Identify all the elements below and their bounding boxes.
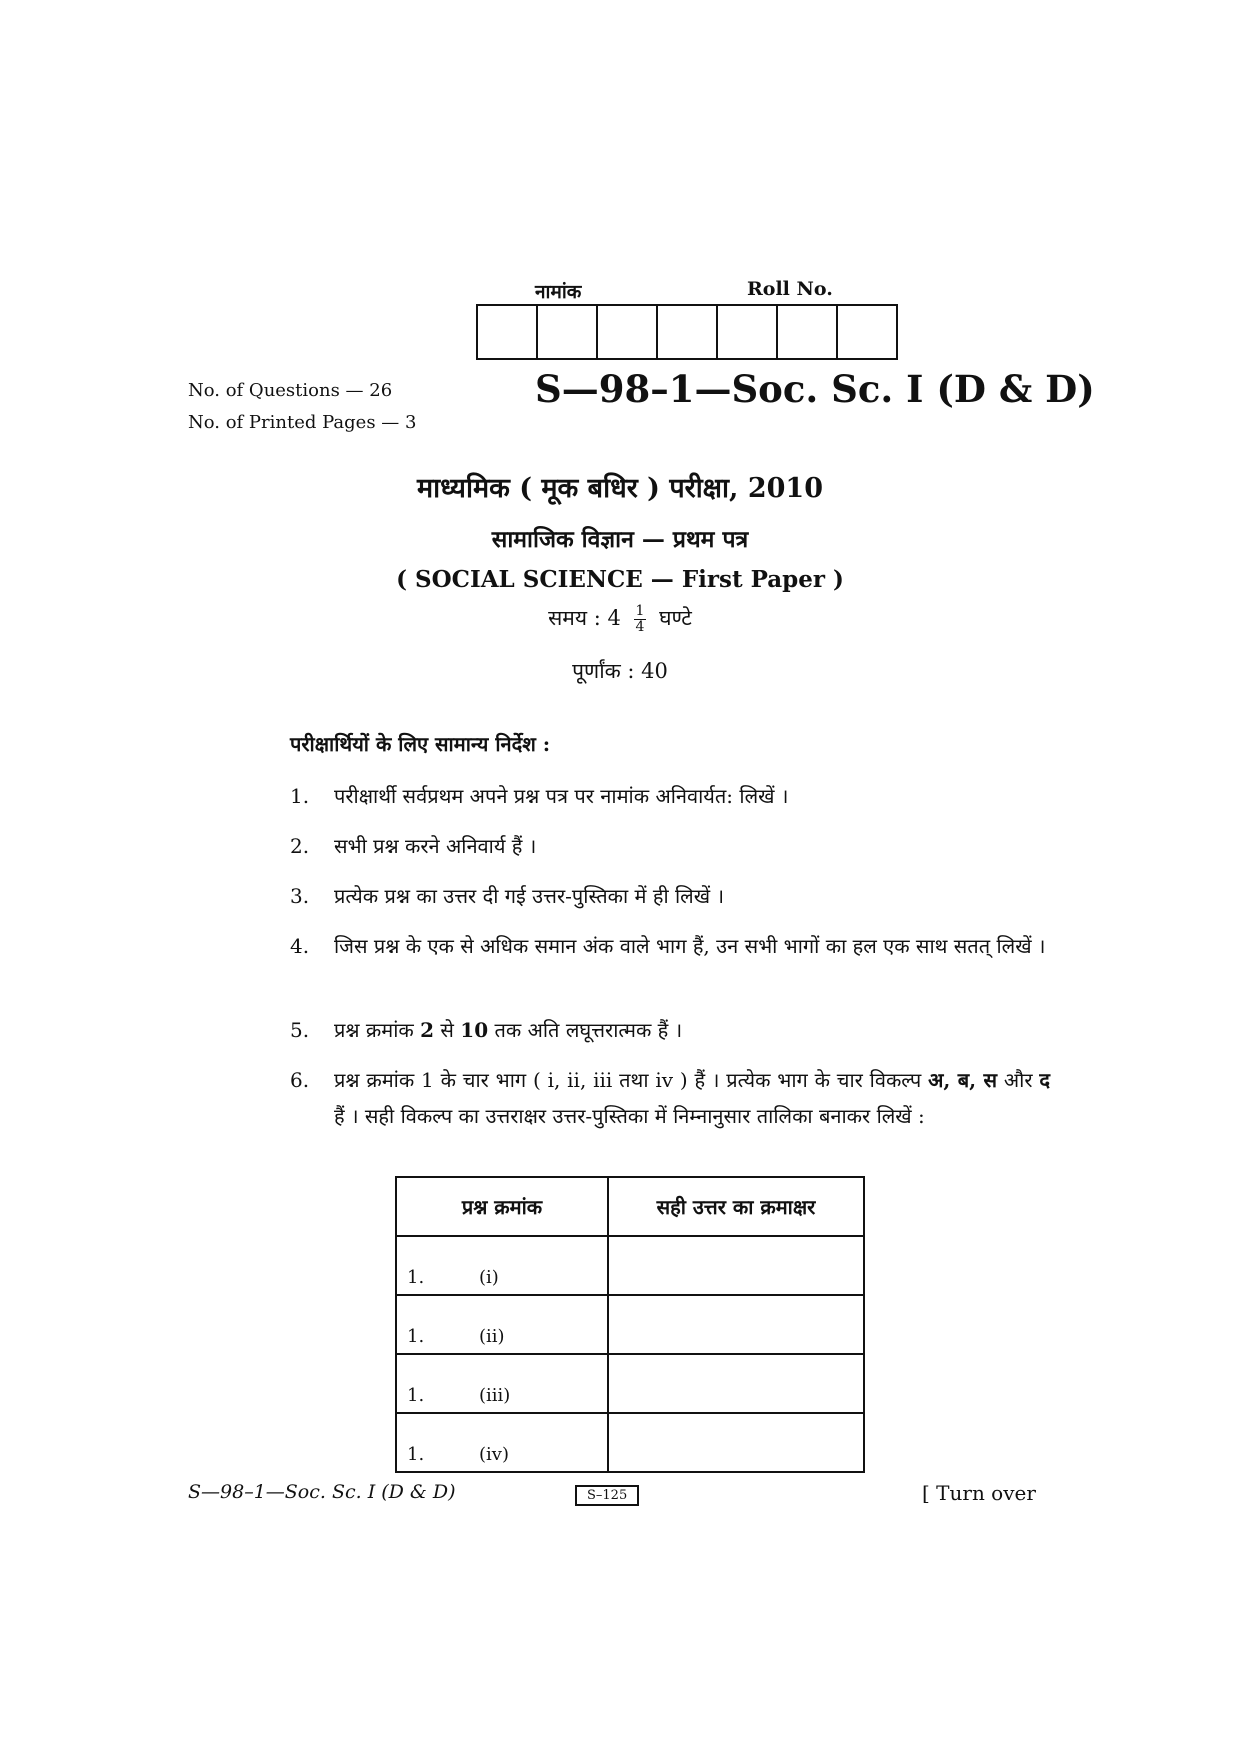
answer-table (395, 1176, 865, 1473)
instruction-text (334, 1062, 1050, 1134)
roll-label-english: Roll No. (747, 278, 833, 300)
question-number: 1. (407, 1326, 425, 1347)
instruction-text: प्रत्येक प्रश्न का उत्तर दी गई उत्तर-पुस्तिका में ही लिखें । (334, 884, 725, 908)
instruction-number: 5. (290, 1018, 310, 1042)
table-header-row (396, 1177, 864, 1236)
roll-box[interactable] (836, 304, 898, 360)
bold-options: द (1039, 1068, 1050, 1092)
time-suffix: घण्टे (659, 606, 692, 630)
footer-sheet-code: S–125 (575, 1485, 639, 1506)
question-cell (396, 1236, 608, 1295)
roll-box[interactable] (536, 304, 598, 360)
turn-over-note: [ Turn over (922, 1481, 1036, 1505)
table-row (396, 1236, 864, 1295)
text-part: से (440, 1018, 454, 1042)
table-row (396, 1413, 864, 1472)
no-of-questions: No. of Questions — 26 (188, 380, 393, 401)
no-of-pages: No. of Printed Pages — 3 (188, 412, 417, 433)
instruction-number: 3. (290, 884, 310, 908)
instruction-item (290, 928, 1050, 964)
question-part: (i) (479, 1267, 499, 1288)
total-marks: पूर्णांक : 40 (572, 659, 668, 683)
text-part: तक अति लघूत्तरात्मक हैं । (494, 1018, 683, 1042)
instruction-item (290, 878, 1050, 914)
instruction-text: परीक्षार्थी सर्वप्रथम अपने प्रश्न पत्र पर नामांक अनिवार्यत: लिखें । (334, 784, 789, 808)
question-part: (iii) (479, 1385, 511, 1406)
bold-number: 10 (460, 1018, 489, 1042)
roll-box[interactable] (596, 304, 658, 360)
question-part: (ii) (479, 1326, 505, 1347)
question-cell (396, 1354, 608, 1413)
instruction-item (290, 778, 1050, 814)
bold-options: अ, ब, स (928, 1068, 998, 1092)
subject-english: ( SOCIAL SCIENCE — First Paper ) (396, 566, 844, 593)
roll-number-boxes (478, 304, 898, 360)
instruction-text (334, 1012, 1050, 1048)
header-question-number: प्रश्न क्रमांक (396, 1177, 608, 1236)
table-row (396, 1295, 864, 1354)
time-allowed (0, 604, 1240, 635)
paper-code: S—98–1—Soc. Sc. I (D & D) (535, 367, 1095, 411)
roll-box[interactable] (776, 304, 838, 360)
text-part: प्रश्न क्रमांक 1 के चार भाग ( i, ii, iii तथा iv ) हैं । प्रत्येक भाग के चार विकल्प (334, 1068, 922, 1092)
bold-number: 2 (420, 1018, 435, 1042)
time-fraction-numerator: 1 (635, 603, 645, 619)
time-prefix: समय : 4 (548, 606, 621, 630)
answer-cell[interactable] (608, 1236, 864, 1295)
header-correct-answer: सही उत्तर का क्रमाक्षर (608, 1177, 864, 1236)
question-cell (396, 1295, 608, 1354)
answer-cell[interactable] (608, 1354, 864, 1413)
time-fraction-denominator: 4 (635, 619, 645, 635)
roll-box[interactable] (716, 304, 778, 360)
table-row (396, 1354, 864, 1413)
instruction-item (290, 828, 1050, 864)
text-part: प्रश्न क्रमांक (334, 1018, 414, 1042)
roll-number-labels (535, 278, 845, 302)
instruction-number: 6. (290, 1068, 310, 1092)
footer-paper-code: S—98–1—Soc. Sc. I (D & D) (188, 1481, 456, 1503)
text-part: हैं । सही विकल्प का उत्तराक्षर उत्तर-पुस्तिका में निम्नानुसार तालिका बनाकर लिखें : (334, 1104, 925, 1128)
instruction-text: जिस प्रश्न के एक से अधिक समान अंक वाले भाग हैं, उन सभी भागों का हल एक साथ सतत् लिखें । (334, 934, 1046, 958)
answer-cell[interactable] (608, 1413, 864, 1472)
instruction-item (290, 1062, 1050, 1134)
roll-box[interactable] (476, 304, 538, 360)
question-cell (396, 1413, 608, 1472)
instruction-text: सभी प्रश्न करने अनिवार्य हैं । (334, 834, 537, 858)
question-number: 1. (407, 1267, 425, 1288)
instruction-item (290, 1012, 1050, 1048)
roll-box[interactable] (656, 304, 718, 360)
instruction-number: 4. (290, 934, 310, 958)
text-part: और (1003, 1068, 1033, 1092)
answer-cell[interactable] (608, 1295, 864, 1354)
question-number: 1. (407, 1385, 425, 1406)
question-number: 1. (407, 1444, 425, 1465)
roll-label-hindi: नामांक (535, 281, 582, 303)
question-part: (iv) (479, 1444, 509, 1465)
instruction-number: 2. (290, 834, 310, 858)
subject-hindi: सामाजिक विज्ञान — प्रथम पत्र (491, 526, 749, 553)
instructions-heading: परीक्षार्थियों के लिए सामान्य निर्देश : (290, 732, 551, 756)
instruction-number: 1. (290, 784, 310, 808)
exam-title: माध्यमिक ( मूक बधिर ) परीक्षा, 2010 (417, 473, 823, 504)
time-fraction (634, 604, 647, 635)
